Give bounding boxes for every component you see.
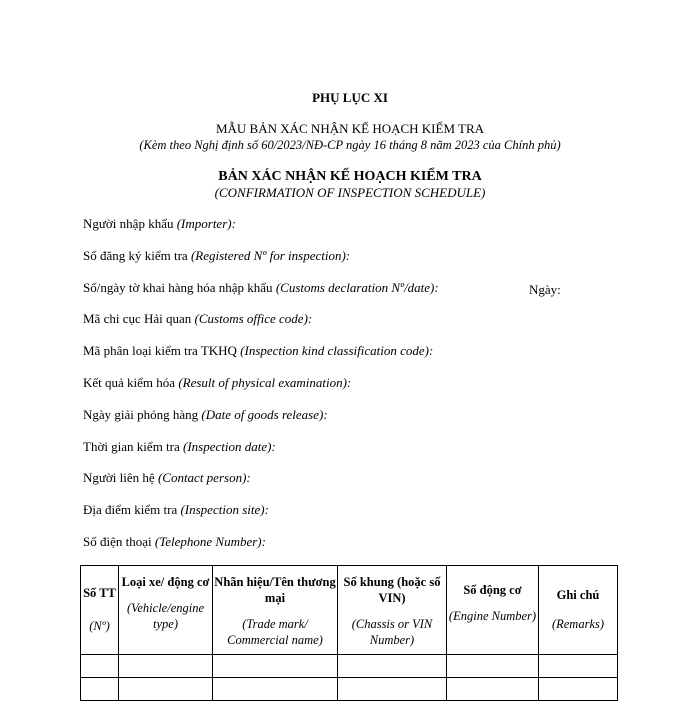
table-cell[interactable] xyxy=(119,678,213,701)
table-cell[interactable] xyxy=(213,655,338,678)
form-fields xyxy=(83,216,439,566)
field-customs-declaration: Số/ngày tờ khai hàng hóa nhập khẩu (Customs declaration Nº/date): xyxy=(83,279,439,295)
table-cell[interactable] xyxy=(81,655,119,678)
column-header-trade-mark: Nhãn hiệu/Tên thương mại (Trade mark/ Commercial name) xyxy=(213,566,338,655)
table-cell[interactable] xyxy=(539,678,618,701)
document-title: BẢN XÁC NHẬN KẾ HOẠCH KIỂM TRA xyxy=(218,169,482,184)
field-telephone: Số điện thoại (Telephone Number): xyxy=(83,533,266,549)
decree-note: (Kèm theo Nghị định số 60/2023/NĐ-CP ngày 16 tháng 8 năm 2023 của Chính phủ) xyxy=(139,138,561,152)
field-importer: Người nhập khẩu (Importer): xyxy=(83,216,236,231)
column-header-chassis-number: Số khung (hoặc số VIN) (Chassis or VIN Number) xyxy=(338,566,447,655)
table-row xyxy=(81,655,618,678)
declaration-date-label: Ngày: xyxy=(529,282,561,297)
column-header-remarks: Ghi chú (Remarks) xyxy=(539,566,618,655)
field-inspection-date: Thời gian kiểm tra (Inspection date): xyxy=(83,438,276,454)
column-header-number: Số TT (Nº) xyxy=(81,566,119,655)
field-inspection-kind: Mã phân loại kiểm tra TKHQ (Inspection kind classification code): xyxy=(83,343,434,359)
table-cell[interactable] xyxy=(338,655,447,678)
column-header-engine-number: Số động cơ (Engine Number) xyxy=(447,566,539,655)
column-header-vehicle-type: Loại xe/ động cơ (Vehicle/engine type) xyxy=(119,566,213,655)
table-cell[interactable] xyxy=(338,678,447,701)
table-header-row xyxy=(81,566,618,655)
table-cell[interactable] xyxy=(81,678,119,701)
field-contact-person: Người liên hệ (Contact person): xyxy=(83,470,251,486)
vehicle-table xyxy=(80,565,618,701)
table-cell[interactable] xyxy=(119,655,213,678)
form-title: MẪU BẢN XÁC NHẬN KẾ HOẠCH KIỂM TRA xyxy=(215,121,485,136)
field-examination-result: Kết quả kiểm hóa (Result of physical examination): xyxy=(83,374,352,390)
field-release-date: Ngày giải phóng hàng (Date of goods release): xyxy=(83,406,328,422)
table-cell[interactable] xyxy=(213,678,338,701)
document-title-english: (CONFIRMATION OF INSPECTION SCHEDULE) xyxy=(214,185,486,200)
table-row xyxy=(81,678,618,701)
table-cell[interactable] xyxy=(447,678,539,701)
table-cell[interactable] xyxy=(447,655,539,678)
table-cell[interactable] xyxy=(539,655,618,678)
field-inspection-site: Địa điểm kiểm tra (Inspection site): xyxy=(83,502,269,518)
field-customs-office-code: Mã chi cục Hải quan (Customs office code): xyxy=(83,311,313,327)
appendix-title: PHỤ LỤC XI xyxy=(312,90,388,105)
field-registration-number: Số đăng ký kiểm tra (Registered Nº for inspection): xyxy=(83,247,351,263)
